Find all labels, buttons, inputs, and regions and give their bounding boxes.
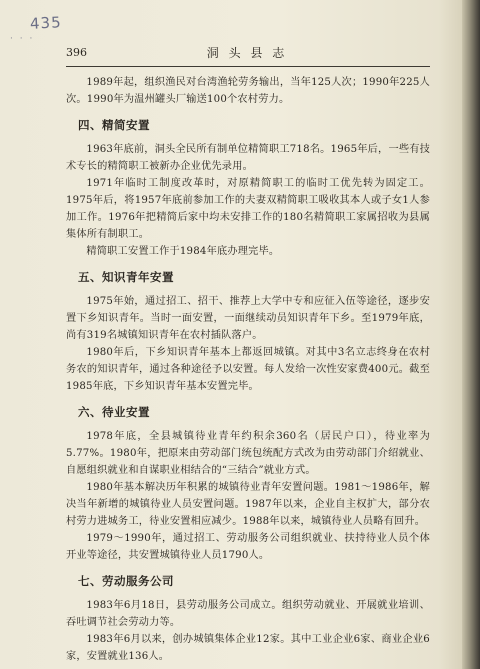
book-spine-shadow (462, 0, 480, 669)
header-rule (66, 66, 430, 67)
page-body (66, 74, 430, 665)
paragraph: 1971年临时工制度改革时，对原精简职工的临时工优先转为固定工。1975年后，将1957年底前参加工作的夫妻双精简职工吸收其本人或子女1人参加工作。1976年把精简后家中均未安排工作的180名精简职工家属招收为县属集体所有制职工。 (66, 178, 430, 240)
section-heading: 六、待业安置 (78, 405, 150, 419)
pencil-marks: · · · (10, 34, 35, 44)
book-title: 洞 头 县 志 (206, 46, 288, 60)
paragraph: 1983年6月以来，创办城镇集体企业12家。其中工业企业6家、商业企业6家，安置就业136人。 (66, 634, 430, 662)
running-header (66, 44, 428, 64)
paragraph: 精简职工安置工作于1984年底办理完毕。 (86, 246, 280, 257)
section-heading: 七、劳动服务公司 (78, 574, 174, 588)
paragraph: 1980年基本解决历年积累的城镇待业青年安置问题。1981～1986年，解决当年新增的城镇待业人员安置问题。1987年以来，企业自主权扩大，部分农村劳力进城务工，待业安置相应减少。1988年以来，城镇待业人员略有回升。 (66, 482, 430, 527)
page-number: 396 (66, 46, 87, 59)
paragraph: 1983年6月18日，县劳动服务公司成立。组织劳动就业、开展就业培训、吞吐调节社会劳动力等。 (66, 600, 430, 628)
paragraph: 1978年底，全县城镇待业青年约积余360名（居民户口），待业率为5.77%。1980年，把原来由劳动部门统包统配方式改为由劳动部门介绍就业、自愿组织就业和自谋职业相结合的“三结合”就业方式。 (66, 431, 430, 476)
handwritten-page-note: 435 (29, 13, 63, 33)
paragraph: 1979～1990年，通过招工、劳动服务公司组织就业、扶持待业人员个体开业等途径，共安置城镇待业人员1790人。 (66, 533, 430, 561)
section-heading: 五、知识青年安置 (78, 270, 174, 284)
paragraph: 1975年始，通过招工、招干、推荐上大学中专和应征入伍等途径，逐步安置下乡知识青年。当时一面安置，一面继续动员知识青年下乡。至1979年底，尚有319名城镇知识青年在农村插队落户。 (66, 296, 430, 341)
paragraph: 1989年起，组织渔民对台湾渔轮劳务输出，当年125人次；1990年225人次。1990年为温州罐头厂输送100个农村劳力。 (66, 77, 430, 105)
paragraph: 1980年后，下乡知识青年基本上都返回城镇。对其中3名立志终身在农村务农的知识青年，通过各种途径予以安置。每人发给一次性安家费400元。截至1985年底，下乡知识青年基本安置完毕。 (66, 347, 430, 392)
section-heading: 四、精简安置 (78, 118, 150, 132)
paragraph: 1963年底前，洞头全民所有制单位精简职工718名。1965年后，一些有技术专长的精简职工被新办企业优先录用。 (66, 144, 430, 172)
